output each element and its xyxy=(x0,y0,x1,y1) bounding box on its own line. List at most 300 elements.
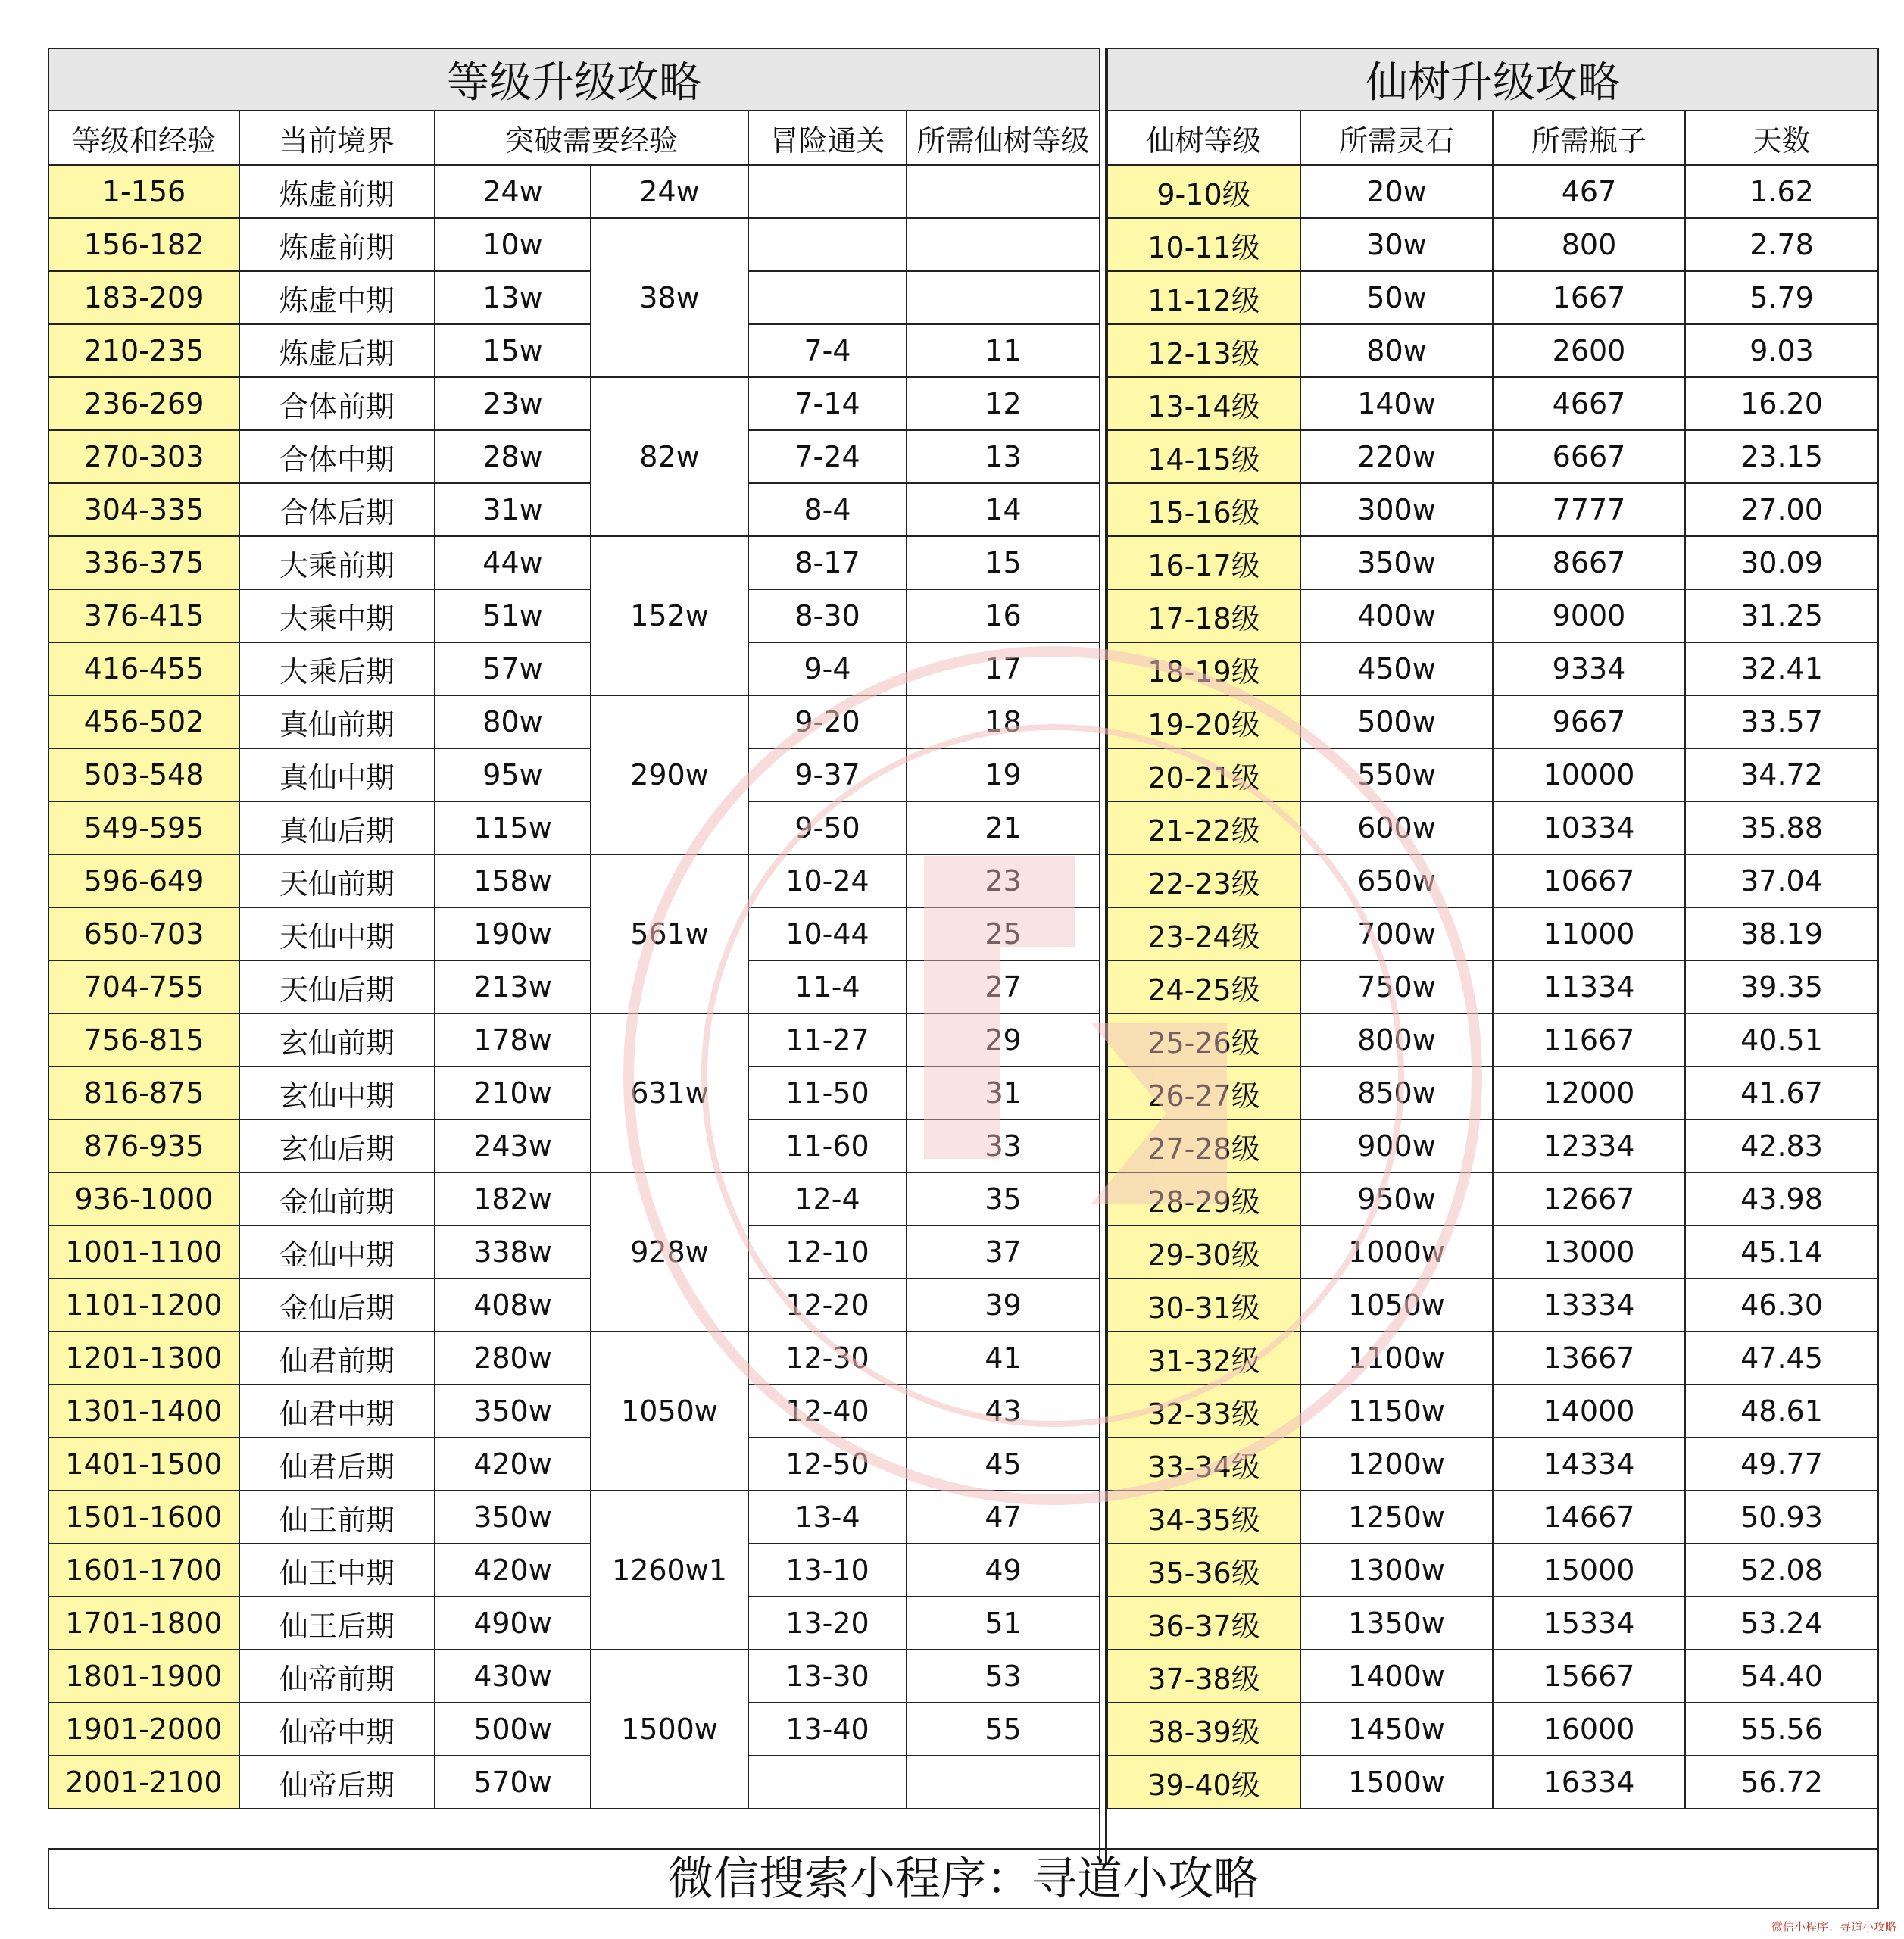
adventure-stage-cell: 12-40 xyxy=(748,1385,907,1438)
header-adventure-stage: 冒险通关 xyxy=(748,111,907,165)
table-row xyxy=(48,430,1100,483)
breakthrough-exp-cell: 57w xyxy=(435,642,591,695)
bottle-count-cell: 2600 xyxy=(1493,324,1685,377)
realm-cell: 玄仙中期 xyxy=(239,1066,435,1119)
table-row xyxy=(1107,271,1878,324)
tree-level-cell: 27-28级 xyxy=(1107,1119,1300,1172)
cumulative-exp-cell: 631w xyxy=(591,1013,748,1172)
level-range-cell: 1801-1900 xyxy=(48,1650,239,1703)
adventure-stage-cell: 13-10 xyxy=(748,1544,907,1597)
spirit-stone-cell: 1400w xyxy=(1300,1650,1493,1703)
table-row xyxy=(1107,1172,1878,1226)
level-range-cell: 650-703 xyxy=(48,907,239,960)
bottle-count-cell: 8667 xyxy=(1493,536,1685,589)
table-row xyxy=(1107,1385,1878,1438)
level-range-cell: 1701-1800 xyxy=(48,1597,239,1650)
adventure-stage-cell xyxy=(748,271,907,324)
days-cell: 56.72 xyxy=(1685,1756,1878,1809)
table-row xyxy=(48,801,1100,854)
table-row xyxy=(1107,536,1878,589)
table-row xyxy=(1107,1650,1878,1703)
cumulative-exp-cell: 928w xyxy=(591,1172,748,1332)
days-cell: 38.19 xyxy=(1685,907,1878,960)
days-cell: 31.25 xyxy=(1685,589,1878,642)
tree-level-cell: 19-20级 xyxy=(1107,695,1300,748)
level-range-cell: 549-595 xyxy=(48,801,239,854)
tree-level-cell: 16-17级 xyxy=(1107,536,1300,589)
breakthrough-exp-cell: 350w xyxy=(435,1491,591,1544)
days-cell: 45.14 xyxy=(1685,1226,1878,1279)
table-row xyxy=(48,536,1100,589)
tree-level-cell: 31-32级 xyxy=(1107,1332,1300,1385)
table-row xyxy=(1107,1491,1878,1544)
adventure-stage-cell: 12-20 xyxy=(748,1279,907,1332)
required-tree-level-cell: 49 xyxy=(907,1544,1100,1597)
days-cell: 46.30 xyxy=(1685,1279,1878,1332)
spirit-stone-cell: 750w xyxy=(1300,960,1493,1013)
bottle-count-cell: 800 xyxy=(1493,218,1685,271)
table-row xyxy=(1107,218,1878,271)
tree-level-cell: 9-10级 xyxy=(1107,165,1300,218)
table-row xyxy=(48,165,1100,218)
tree-level-cell: 23-24级 xyxy=(1107,907,1300,960)
required-tree-level-cell: 43 xyxy=(907,1385,1100,1438)
days-cell: 42.83 xyxy=(1685,1119,1878,1172)
table-row xyxy=(48,1650,1100,1703)
required-tree-level-cell: 13 xyxy=(907,430,1100,483)
tree-level-cell: 24-25级 xyxy=(1107,960,1300,1013)
days-cell: 50.93 xyxy=(1685,1491,1878,1544)
table-row xyxy=(48,695,1100,748)
adventure-stage-cell: 7-4 xyxy=(748,324,907,377)
breakthrough-exp-cell: 500w xyxy=(435,1703,591,1756)
header-days: 天数 xyxy=(1685,111,1878,165)
header-realm: 当前境界 xyxy=(239,111,435,165)
breakthrough-exp-cell: 243w xyxy=(435,1119,591,1172)
tree-level-cell: 22-23级 xyxy=(1107,854,1300,907)
realm-cell: 真仙前期 xyxy=(239,695,435,748)
table-row xyxy=(48,218,1100,271)
required-tree-level-cell: 19 xyxy=(907,748,1100,801)
table-row xyxy=(48,1438,1100,1491)
tree-level-cell: 39-40级 xyxy=(1107,1756,1300,1809)
table-row xyxy=(48,1544,1100,1597)
table-row xyxy=(48,1332,1100,1385)
breakthrough-exp-cell: 24w xyxy=(435,165,591,218)
tree-level-cell: 11-12级 xyxy=(1107,271,1300,324)
realm-cell: 大乘中期 xyxy=(239,589,435,642)
level-upgrade-table xyxy=(48,48,1100,1809)
level-range-cell: 1-156 xyxy=(48,165,239,218)
realm-cell: 合体前期 xyxy=(239,377,435,430)
required-tree-level-cell: 45 xyxy=(907,1438,1100,1491)
adventure-stage-cell: 12-30 xyxy=(748,1332,907,1385)
table-row xyxy=(48,271,1100,324)
bottle-count-cell: 13000 xyxy=(1493,1226,1685,1279)
required-tree-level-cell: 25 xyxy=(907,907,1100,960)
adventure-stage-cell: 12-50 xyxy=(748,1438,907,1491)
realm-cell: 金仙后期 xyxy=(239,1279,435,1332)
required-tree-level-cell: 39 xyxy=(907,1279,1100,1332)
required-tree-level-cell: 29 xyxy=(907,1013,1100,1066)
days-cell: 35.88 xyxy=(1685,801,1878,854)
realm-cell: 仙帝前期 xyxy=(239,1650,435,1703)
bottle-count-cell: 12334 xyxy=(1493,1119,1685,1172)
tree-level-cell: 26-27级 xyxy=(1107,1066,1300,1119)
days-cell: 27.00 xyxy=(1685,483,1878,536)
header-bottles: 所需瓶子 xyxy=(1493,111,1685,165)
bottle-count-cell: 15334 xyxy=(1493,1597,1685,1650)
table-row xyxy=(48,1013,1100,1066)
days-cell: 55.56 xyxy=(1685,1703,1878,1756)
breakthrough-exp-cell: 420w xyxy=(435,1544,591,1597)
level-range-cell: 816-875 xyxy=(48,1066,239,1119)
breakthrough-exp-cell: 490w xyxy=(435,1597,591,1650)
spirit-stone-cell: 1450w xyxy=(1300,1703,1493,1756)
adventure-stage-cell: 8-30 xyxy=(748,589,907,642)
bottle-count-cell: 9000 xyxy=(1493,589,1685,642)
bottle-count-cell: 15000 xyxy=(1493,1544,1685,1597)
header-breakthrough-exp: 突破需要经验 xyxy=(435,111,748,165)
required-tree-level-cell: 21 xyxy=(907,801,1100,854)
bottle-count-cell: 9667 xyxy=(1493,695,1685,748)
required-tree-level-cell xyxy=(907,165,1100,218)
table-row xyxy=(1107,165,1878,218)
adventure-stage-cell: 12-10 xyxy=(748,1226,907,1279)
required-tree-level-cell: 15 xyxy=(907,536,1100,589)
spirit-stone-cell: 140w xyxy=(1300,377,1493,430)
table-row xyxy=(48,1279,1100,1332)
required-tree-level-cell: 31 xyxy=(907,1066,1100,1119)
spirit-stone-cell: 900w xyxy=(1300,1119,1493,1172)
breakthrough-exp-cell: 158w xyxy=(435,854,591,907)
breakthrough-exp-cell: 10w xyxy=(435,218,591,271)
table-row xyxy=(48,1066,1100,1119)
required-tree-level-cell xyxy=(907,271,1100,324)
bottle-count-cell: 16000 xyxy=(1493,1703,1685,1756)
days-cell: 16.20 xyxy=(1685,377,1878,430)
realm-cell: 玄仙前期 xyxy=(239,1013,435,1066)
table-row xyxy=(1107,1066,1878,1119)
breakthrough-exp-cell: 178w xyxy=(435,1013,591,1066)
adventure-stage-cell xyxy=(748,1756,907,1809)
tree-level-cell: 38-39级 xyxy=(1107,1703,1300,1756)
cumulative-exp-cell: 1260w1 xyxy=(591,1491,748,1650)
breakthrough-exp-cell: 408w xyxy=(435,1279,591,1332)
table-row xyxy=(48,1226,1100,1279)
bottle-count-cell: 7777 xyxy=(1493,483,1685,536)
breakthrough-exp-cell: 280w xyxy=(435,1332,591,1385)
realm-cell: 真仙后期 xyxy=(239,801,435,854)
table-row xyxy=(1107,589,1878,642)
tree-level-cell: 17-18级 xyxy=(1107,589,1300,642)
tree-level-cell: 33-34级 xyxy=(1107,1438,1300,1491)
table-row xyxy=(1107,1438,1878,1491)
adventure-stage-cell: 13-4 xyxy=(748,1491,907,1544)
days-cell: 53.24 xyxy=(1685,1597,1878,1650)
days-cell: 37.04 xyxy=(1685,854,1878,907)
realm-cell: 炼虚前期 xyxy=(239,218,435,271)
realm-cell: 大乘前期 xyxy=(239,536,435,589)
realm-cell: 金仙前期 xyxy=(239,1172,435,1226)
days-cell: 41.67 xyxy=(1685,1066,1878,1119)
spirit-stone-cell: 1200w xyxy=(1300,1438,1493,1491)
required-tree-level-cell: 41 xyxy=(907,1332,1100,1385)
level-range-cell: 1901-2000 xyxy=(48,1703,239,1756)
table-row xyxy=(1107,748,1878,801)
level-range-cell: 2001-2100 xyxy=(48,1756,239,1809)
level-range-cell: 156-182 xyxy=(48,218,239,271)
breakthrough-exp-cell: 210w xyxy=(435,1066,591,1119)
table-row xyxy=(1107,960,1878,1013)
bottle-count-cell: 15667 xyxy=(1493,1650,1685,1703)
tree-level-cell: 20-21级 xyxy=(1107,748,1300,801)
table-row xyxy=(1107,1332,1878,1385)
tree-level-cell: 13-14级 xyxy=(1107,377,1300,430)
watermark-small-text: 微信小程序：寻道小攻略 xyxy=(1771,1920,1896,1934)
breakthrough-exp-cell: 13w xyxy=(435,271,591,324)
breakthrough-exp-cell: 95w xyxy=(435,748,591,801)
tree-level-cell: 37-38级 xyxy=(1107,1650,1300,1703)
adventure-stage-cell: 13-30 xyxy=(748,1650,907,1703)
days-cell: 52.08 xyxy=(1685,1544,1878,1597)
tree-level-cell: 34-35级 xyxy=(1107,1491,1300,1544)
table-row xyxy=(1107,801,1878,854)
tree-level-cell: 30-31级 xyxy=(1107,1279,1300,1332)
adventure-stage-cell: 11-50 xyxy=(748,1066,907,1119)
days-cell: 43.98 xyxy=(1685,1172,1878,1226)
days-cell: 32.41 xyxy=(1685,642,1878,695)
spirit-stone-cell: 800w xyxy=(1300,1013,1493,1066)
required-tree-level-cell: 35 xyxy=(907,1172,1100,1226)
tree-level-cell: 25-26级 xyxy=(1107,1013,1300,1066)
required-tree-level-cell: 37 xyxy=(907,1226,1100,1279)
table-row xyxy=(48,377,1100,430)
realm-cell: 真仙中期 xyxy=(239,748,435,801)
level-range-cell: 236-269 xyxy=(48,377,239,430)
days-cell: 5.79 xyxy=(1685,271,1878,324)
cumulative-exp-cell: 1500w xyxy=(591,1650,748,1809)
adventure-stage-cell xyxy=(748,165,907,218)
cumulative-exp-cell: 290w xyxy=(591,695,748,854)
level-range-cell: 503-548 xyxy=(48,748,239,801)
table-row xyxy=(48,960,1100,1013)
cumulative-exp-cell: 82w xyxy=(591,377,748,536)
cumulative-exp-cell: 152w xyxy=(591,536,748,695)
bottle-count-cell: 14000 xyxy=(1493,1385,1685,1438)
bottle-count-cell: 9334 xyxy=(1493,642,1685,695)
spirit-stone-cell: 700w xyxy=(1300,907,1493,960)
spirit-stone-cell: 80w xyxy=(1300,324,1493,377)
breakthrough-exp-cell: 430w xyxy=(435,1650,591,1703)
adventure-stage-cell: 8-4 xyxy=(748,483,907,536)
table-row xyxy=(48,1385,1100,1438)
bottle-count-cell: 11334 xyxy=(1493,960,1685,1013)
table-row xyxy=(1107,1597,1878,1650)
level-range-cell: 210-235 xyxy=(48,324,239,377)
table-row xyxy=(1107,695,1878,748)
level-range-cell: 936-1000 xyxy=(48,1172,239,1226)
breakthrough-exp-cell: 44w xyxy=(435,536,591,589)
footer-search-hint: 微信搜索小程序：寻道小攻略 xyxy=(48,1848,1877,1908)
table-row xyxy=(48,854,1100,907)
level-range-cell: 336-375 xyxy=(48,536,239,589)
cumulative-exp-cell: 38w xyxy=(591,218,748,377)
table-row xyxy=(1107,642,1878,695)
spirit-stone-cell: 400w xyxy=(1300,589,1493,642)
bottle-count-cell: 13667 xyxy=(1493,1332,1685,1385)
level-range-cell: 183-209 xyxy=(48,271,239,324)
table-row xyxy=(48,324,1100,377)
breakthrough-exp-cell: 28w xyxy=(435,430,591,483)
table-row xyxy=(1107,1703,1878,1756)
table-row xyxy=(1107,430,1878,483)
table-row xyxy=(1107,377,1878,430)
spirit-stone-cell: 550w xyxy=(1300,748,1493,801)
spirit-stone-cell: 1250w xyxy=(1300,1491,1493,1544)
adventure-stage-cell: 13-20 xyxy=(748,1597,907,1650)
bottle-count-cell: 14667 xyxy=(1493,1491,1685,1544)
breakthrough-exp-cell: 420w xyxy=(435,1438,591,1491)
table-row xyxy=(1107,1226,1878,1279)
table-row xyxy=(1107,1544,1878,1597)
spirit-stone-cell: 1150w xyxy=(1300,1385,1493,1438)
days-cell: 47.45 xyxy=(1685,1332,1878,1385)
adventure-stage-cell: 13-40 xyxy=(748,1703,907,1756)
bottle-count-cell: 467 xyxy=(1493,165,1685,218)
required-tree-level-cell: 14 xyxy=(907,483,1100,536)
spirit-stone-cell: 500w xyxy=(1300,695,1493,748)
realm-cell: 仙王后期 xyxy=(239,1597,435,1650)
spirit-stone-cell: 600w xyxy=(1300,801,1493,854)
realm-cell: 仙王前期 xyxy=(239,1491,435,1544)
tree-level-cell: 36-37级 xyxy=(1107,1597,1300,1650)
realm-cell: 炼虚中期 xyxy=(239,271,435,324)
bottle-count-cell: 16334 xyxy=(1493,1756,1685,1809)
table-row xyxy=(1107,1756,1878,1809)
days-cell: 34.72 xyxy=(1685,748,1878,801)
level-range-cell: 456-502 xyxy=(48,695,239,748)
tree-level-cell: 12-13级 xyxy=(1107,324,1300,377)
required-tree-level-cell xyxy=(907,1756,1100,1809)
level-range-cell: 1001-1100 xyxy=(48,1226,239,1279)
level-range-cell: 1501-1600 xyxy=(48,1491,239,1544)
bottle-count-cell: 1667 xyxy=(1493,271,1685,324)
days-cell: 30.09 xyxy=(1685,536,1878,589)
level-range-cell: 756-815 xyxy=(48,1013,239,1066)
days-cell: 54.40 xyxy=(1685,1650,1878,1703)
required-tree-level-cell: 17 xyxy=(907,642,1100,695)
realm-cell: 炼虚后期 xyxy=(239,324,435,377)
days-cell: 9.03 xyxy=(1685,324,1878,377)
tree-level-cell: 15-16级 xyxy=(1107,483,1300,536)
table-row xyxy=(48,1756,1100,1809)
realm-cell: 天仙前期 xyxy=(239,854,435,907)
tree-level-cell: 21-22级 xyxy=(1107,801,1300,854)
days-cell: 2.78 xyxy=(1685,218,1878,271)
bottle-count-cell: 11000 xyxy=(1493,907,1685,960)
tree-upgrade-table xyxy=(1107,48,1879,1809)
realm-cell: 大乘后期 xyxy=(239,642,435,695)
bottle-count-cell: 11667 xyxy=(1493,1013,1685,1066)
bottle-count-cell: 4667 xyxy=(1493,377,1685,430)
adventure-stage-cell: 7-14 xyxy=(748,377,907,430)
tree-level-cell: 10-11级 xyxy=(1107,218,1300,271)
tree-level-cell: 29-30级 xyxy=(1107,1226,1300,1279)
table-row xyxy=(48,483,1100,536)
required-tree-level-cell: 27 xyxy=(907,960,1100,1013)
days-cell: 33.57 xyxy=(1685,695,1878,748)
adventure-stage-cell xyxy=(748,218,907,271)
adventure-stage-cell: 11-27 xyxy=(748,1013,907,1066)
bottle-count-cell: 6667 xyxy=(1493,430,1685,483)
realm-cell: 仙君后期 xyxy=(239,1438,435,1491)
realm-cell: 合体后期 xyxy=(239,483,435,536)
table-divider xyxy=(1099,48,1107,1864)
spirit-stone-cell: 1050w xyxy=(1300,1279,1493,1332)
level-range-cell: 876-935 xyxy=(48,1119,239,1172)
level-range-cell: 1601-1700 xyxy=(48,1544,239,1597)
realm-cell: 仙王中期 xyxy=(239,1544,435,1597)
table-row xyxy=(48,748,1100,801)
breakthrough-exp-cell: 51w xyxy=(435,589,591,642)
table-row xyxy=(48,1119,1100,1172)
required-tree-level-cell: 53 xyxy=(907,1650,1100,1703)
realm-cell: 仙帝中期 xyxy=(239,1703,435,1756)
realm-cell: 玄仙后期 xyxy=(239,1119,435,1172)
level-table-title: 等级升级攻略 xyxy=(48,48,1100,111)
cumulative-exp-cell: 1050w xyxy=(591,1332,748,1491)
realm-cell: 炼虚前期 xyxy=(239,165,435,218)
required-tree-level-cell: 16 xyxy=(907,589,1100,642)
realm-cell: 仙君前期 xyxy=(239,1332,435,1385)
adventure-stage-cell: 7-24 xyxy=(748,430,907,483)
realm-cell: 合体中期 xyxy=(239,430,435,483)
spirit-stone-cell: 650w xyxy=(1300,854,1493,907)
adventure-stage-cell: 8-17 xyxy=(748,536,907,589)
level-range-cell: 1401-1500 xyxy=(48,1438,239,1491)
adventure-stage-cell: 10-44 xyxy=(748,907,907,960)
realm-cell: 仙君中期 xyxy=(239,1385,435,1438)
required-tree-level-cell: 47 xyxy=(907,1491,1100,1544)
realm-cell: 仙帝后期 xyxy=(239,1756,435,1809)
spirit-stone-cell: 950w xyxy=(1300,1172,1493,1226)
days-cell: 40.51 xyxy=(1685,1013,1878,1066)
spirit-stone-cell: 1000w xyxy=(1300,1226,1493,1279)
required-tree-level-cell: 11 xyxy=(907,324,1100,377)
bottle-count-cell: 12000 xyxy=(1493,1066,1685,1119)
header-tree-level: 仙树等级 xyxy=(1107,111,1300,165)
spirit-stone-cell: 850w xyxy=(1300,1066,1493,1119)
bottle-count-cell: 10667 xyxy=(1493,854,1685,907)
table-row xyxy=(1107,1013,1878,1066)
spirit-stone-cell: 1300w xyxy=(1300,1544,1493,1597)
required-tree-level-cell: 12 xyxy=(907,377,1100,430)
level-range-cell: 376-415 xyxy=(48,589,239,642)
table-row xyxy=(1107,483,1878,536)
breakthrough-exp-cell: 338w xyxy=(435,1226,591,1279)
header-level-exp: 等级和经验 xyxy=(48,111,239,165)
adventure-stage-cell: 11-60 xyxy=(748,1119,907,1172)
breakthrough-exp-cell: 570w xyxy=(435,1756,591,1809)
cumulative-exp-cell: 561w xyxy=(591,854,748,1013)
breakthrough-exp-cell: 190w xyxy=(435,907,591,960)
adventure-stage-cell: 9-37 xyxy=(748,748,907,801)
bottle-count-cell: 10334 xyxy=(1493,801,1685,854)
level-range-cell: 596-649 xyxy=(48,854,239,907)
table-row xyxy=(1107,1119,1878,1172)
breakthrough-exp-cell: 15w xyxy=(435,324,591,377)
